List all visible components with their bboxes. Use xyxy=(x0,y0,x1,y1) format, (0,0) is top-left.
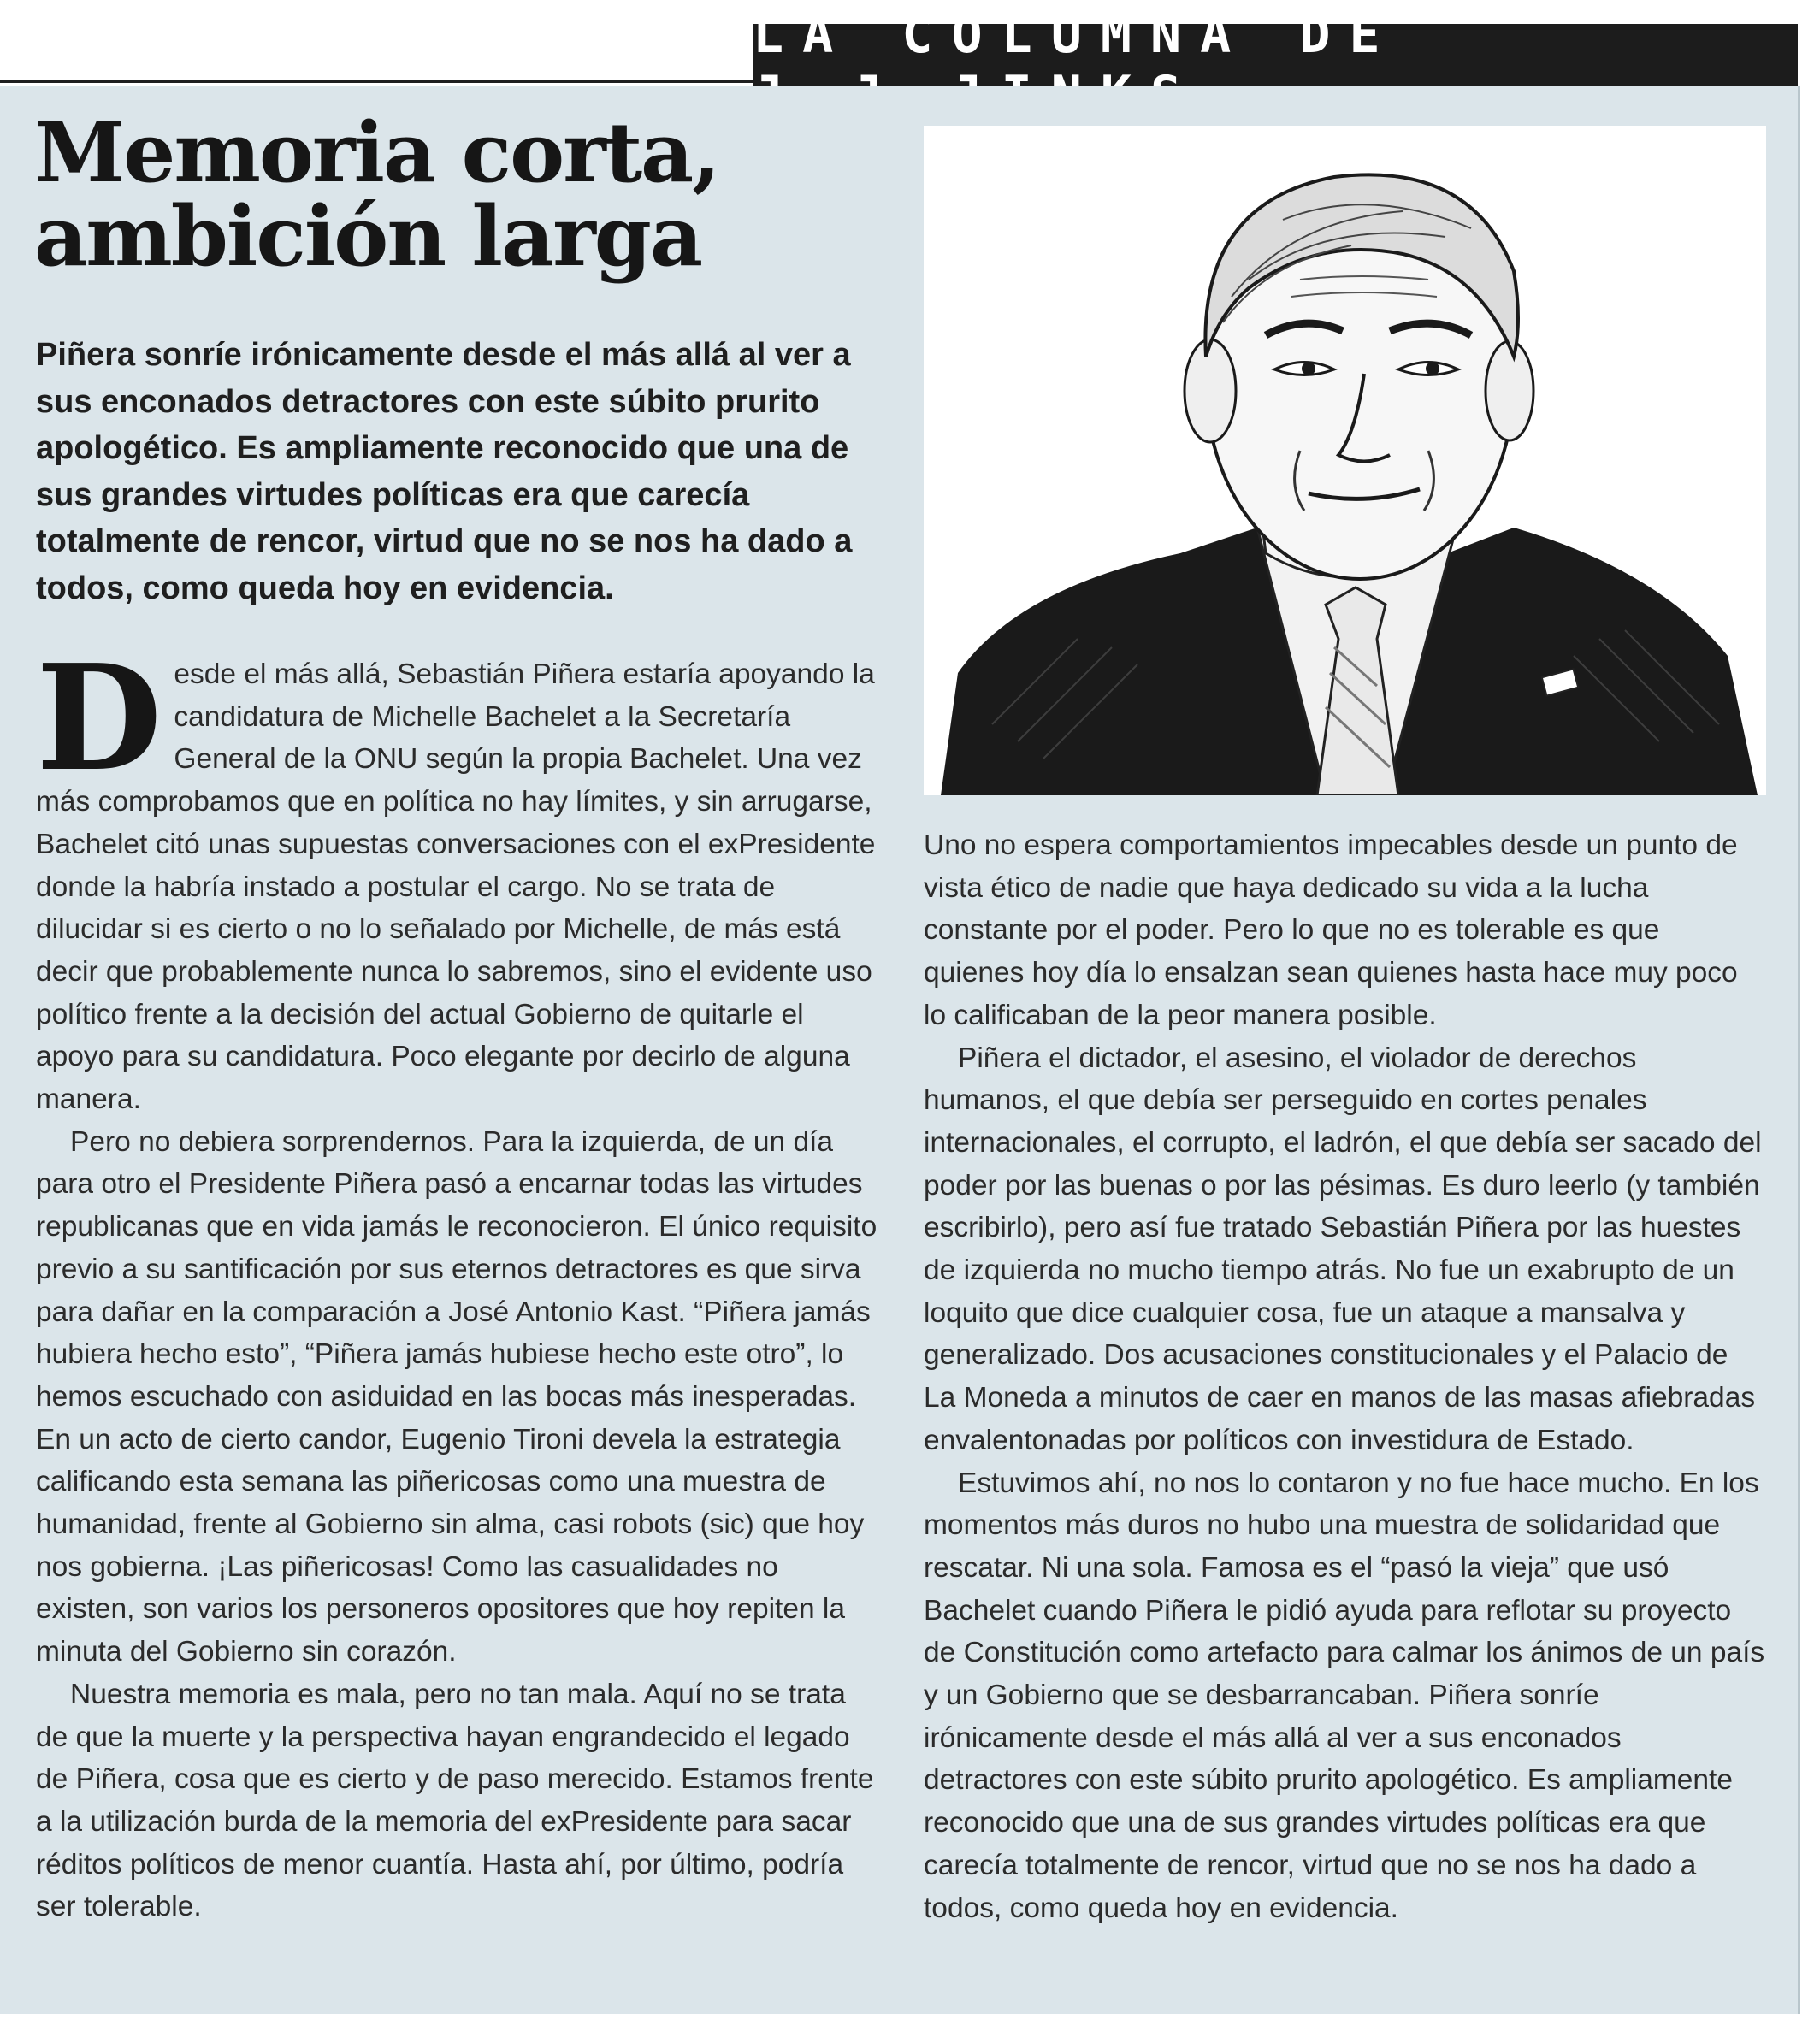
article-column-right xyxy=(924,824,1766,1929)
paragraph-1 xyxy=(36,633,878,1121)
paragraph-4: Uno no espera comportamientos impecables desde un punto de vista ético de nadie que haya dedicado su vida a la lucha constante por el poder. Pero lo que no es tolerable es que quienes hoy día lo ensalzan sean quienes hasta hace muy poco lo calificaban de la peor manera posible. xyxy=(924,829,1738,1031)
lede-paragraph: Piñera sonríe irónicamente desde el más allá al ver a sus enconados detractores con este súbito prurito apologético. Es ampliamente reconocido que una de sus grandes virtudes políticas era que carecía totalmente de rencor, virtud que no se nos ha dado a todos, como queda hoy en evidencia. xyxy=(36,337,853,606)
paragraph-2: Pero no debiera sorprendernos. Para la izquierda, de un día para otro el Presidente Piñera pasó a encarnar todas las virtudes republicanas que en vida jamás le reconocieron. El único requisito previo a su santificación por sus eternos detractores es que sirva para dañar en la comparación a José Antonio Kast. “Piñera jamás hubiera hecho esto”, “Piñera jamás hubiese hecho este otro”, lo hemos escuchado con asiduidad en las bocas más inesperadas. En un acto de cierto candor, Eugenio Tironi devela la estrategia calificando esta semana las piñericosas como una muestra de humanidad, frente al Gobierno sin alma, casi robots (sic) que hoy nos gobierna. ¡Las piñericosas! Como las casualidades no existen, son varios los personeros opositores que hoy repiten la minuta del Gobierno sin corazón. xyxy=(36,1125,878,1668)
headline xyxy=(34,104,889,285)
paragraph-5: Piñera el dictador, el asesino, el violador de derechos humanos, el que debía ser perseguido en cortes penales internacionales, el corrupto, el ladrón, el que debía ser sacado del poder por las buenas o por las pésimas. Es duro leerlo (y también escribirlo), pero así fue tratado Sebastián Piñera por las huestes de izquierda no mucho tiempo atrás. No fue un exabrupto de un loquito que dice cualquier cosa, fue un ataque a mansalva y generalizado. Dos acusaciones constitucionales y el Palacio de La Moneda a minutos de caer en manos de las masas afiebradas envalentonadas por políticos con investidura de Estado. xyxy=(924,1042,1762,1456)
portrait-illustration xyxy=(924,126,1766,795)
column-banner: LA COLUMNA DE xyxy=(753,24,1798,106)
paragraph-1-text: esde el más allá, Sebastián Piñera estaría apoyando la candidatura de Michelle Bachelet a la Secretaría General de la ONU según la propia Bachelet. Una vez más comprobamos que en política no hay límites, y sin arrugarse, Bachelet citó unas supuestas conversaciones con el exPresidente donde la habría instado a postular el cargo. No se trata de dilucidar si es cierto o no lo señalado por Michelle, de más está decir que probablemente nunca lo sabremos, sino el evidente uso político frente a la decisión del actual Gobierno de quitarle el apoyo para su candidatura. Poco elegante por decirlo de alguna manera. xyxy=(36,658,876,1116)
paragraph-3: Nuestra memoria es mala, pero no tan mala. Aquí no se trata de que la muerte y la perspectiva hayan engrandecido el legado de Piñera, cosa que es cierto y de paso merecido. Estamos frente a la utilización burda de la memoria del exPresidente para sacar réditos políticos de menor cuantía. Hasta ahí, por último, podría ser tolerable. xyxy=(36,1678,874,1923)
headline-line-1: Memoria corta, xyxy=(34,104,719,201)
headline-line-2: ambición larga xyxy=(34,188,702,285)
portrait-drawing xyxy=(924,126,1766,795)
dropcap: D xyxy=(36,633,162,804)
article-column-left xyxy=(36,633,878,1928)
paragraph-6: Estuvimos ahí, no nos lo contaron y no fue hace mucho. En los momentos más duros no hubo una muestra de solidaridad que rescatar. Ni una sola. Famosa es el “pasó la vieja” que usó Bachelet cuando Piñera le pidió ayuda para reflotar su proyecto de Constitución como artefacto para calmar los ánimos de un país y un Gobierno que se desbarrancaban. Piñera sonríe irónicamente desde el más allá al ver a sus enconados detractores con este súbito prurito apologético. Es ampliamente reconocido que una de sus grandes virtudes políticas era que carecía totalmente de rencor, virtud que no se nos ha dado a todos, como queda hoy en evidencia. xyxy=(924,1467,1765,1924)
header-rule xyxy=(0,80,753,83)
